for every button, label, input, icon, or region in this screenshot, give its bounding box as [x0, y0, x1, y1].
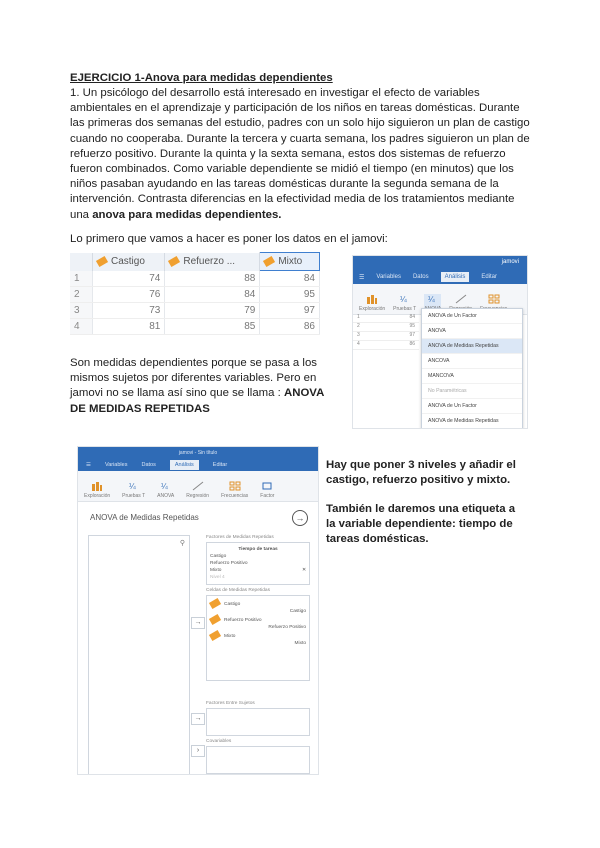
anova-dropdown-menu [421, 308, 523, 429]
ribbon-pruebas-t[interactable]: ¼ Pruebas T [393, 295, 417, 312]
menu-section-header: No Paramétricas [422, 384, 522, 399]
ribbon-exploracion[interactable]: Exploración [359, 294, 385, 312]
cells-box [206, 595, 310, 681]
cell-var[interactable]: Castigo [210, 600, 306, 607]
hamburger-icon[interactable]: ☰ [359, 274, 365, 281]
t-test-icon [399, 294, 411, 304]
cell-var[interactable]: Mixto [210, 632, 306, 639]
table-cell[interactable]: 84 [260, 271, 320, 287]
column-header-refuerzo[interactable]: Refuerzo ... [165, 253, 260, 271]
problem-bold-end: anova para medidas dependientes. [92, 208, 282, 221]
table-cell[interactable]: 84 [165, 287, 260, 303]
cell-var[interactable]: Refuerzo Positivo [210, 616, 306, 623]
ribbon-pruebas-t[interactable]: ¼ Pruebas T [122, 482, 146, 499]
app-titlebar [78, 447, 318, 459]
factor-icon [261, 481, 273, 491]
list-item: 4 86 [353, 341, 419, 350]
ruler-icon [96, 256, 108, 267]
menu-item[interactable]: ANCOVA [422, 354, 522, 369]
menu-item[interactable]: MANCOVA [422, 369, 522, 384]
menu-item[interactable]: ANOVA de Medidas Repetidas [422, 414, 522, 429]
row-index: 4 [70, 319, 93, 335]
cell-level: Castigo [289, 609, 306, 614]
level-field[interactable]: Refuerzo Positivo [210, 561, 248, 566]
svg-text:¼: ¼ [427, 295, 435, 304]
list-item: 1 84 [353, 314, 419, 323]
explanation-body: Son medidas dependientes porque se pasa a los mismos sujetos por diferentes variables. Pero en jamovi no se llama así sino que se llama : [70, 357, 317, 400]
regression-icon [455, 294, 467, 304]
table-row [70, 319, 320, 335]
app-title: jamovi - Sin título [178, 450, 218, 456]
table-row [70, 303, 320, 319]
row-index: 1 [70, 271, 93, 287]
ruler-icon [263, 256, 275, 267]
tab-editar[interactable]: Editar [481, 274, 498, 280]
tab-variables[interactable]: Variables [104, 462, 128, 468]
bar-chart-icon [366, 294, 378, 304]
menu-item[interactable]: ANOVA [422, 324, 522, 339]
move-covariates-button[interactable]: › [191, 745, 205, 757]
list-item: 3 97 [353, 332, 419, 341]
app-name: jamovi [501, 259, 519, 265]
table-cell[interactable]: 97 [260, 303, 320, 319]
menu-item[interactable]: ANOVA de Un Factor [422, 309, 522, 324]
t-test-icon [128, 481, 140, 491]
factors-label: Factores de Medidas Repetidas [206, 535, 274, 540]
ribbon-anova[interactable]: ¼ ANOVA [157, 482, 175, 499]
table-cell[interactable]: 95 [260, 287, 320, 303]
run-arrow-button[interactable]: → [292, 510, 308, 526]
ribbon-frecuencias[interactable]: Frecuencias [221, 481, 248, 499]
explanation-bold: ANOVA DE MEDIDAS REPETIDAS [70, 387, 324, 415]
move-between-button[interactable]: → [191, 713, 205, 725]
app-titlebar [353, 256, 527, 270]
panel-title: ANOVA de Medidas Repetidas [90, 513, 199, 522]
tab-variables[interactable]: Variables [376, 274, 401, 280]
tab-analisis[interactable]: Análisis [170, 460, 199, 470]
jamovi-rm-anova-screenshot [77, 446, 319, 775]
between-box[interactable] [206, 708, 310, 736]
note-label: También le daremos una etiqueta a la variable dependiente: tiempo de tareas domésticas. [326, 503, 516, 546]
covariates-label: Covariables [206, 739, 232, 744]
menu-item[interactable]: ANOVA de Un Factor [422, 399, 522, 414]
ruler-icon [209, 614, 221, 625]
new-level-field[interactable]: Nivel 4 [210, 575, 225, 580]
move-cells-button[interactable]: → [191, 617, 205, 629]
ruler-icon [209, 598, 221, 609]
tab-analisis[interactable]: Análisis [441, 272, 470, 282]
bar-chart-icon [91, 481, 103, 491]
rm-anova-config [206, 533, 310, 773]
between-label: Factores Entre Sujetos [206, 701, 255, 706]
menu-item-selected[interactable]: ANOVA de Medidas Repetidas [422, 339, 522, 354]
tab-datos[interactable]: Datos [141, 462, 156, 468]
explanation-text [70, 356, 340, 417]
problem-statement [70, 86, 530, 223]
table-cell[interactable]: 88 [165, 271, 260, 287]
table-cell[interactable]: 79 [165, 303, 260, 319]
hamburger-icon[interactable]: ☰ [86, 462, 91, 468]
ribbon-factor[interactable]: Factor [260, 481, 274, 499]
factor-name-field[interactable]: Tiempo de tareas [238, 547, 278, 552]
svg-text:¼: ¼ [399, 295, 407, 304]
row-index-header [70, 253, 93, 271]
ruler-icon [209, 630, 221, 641]
covariates-box[interactable] [206, 746, 310, 774]
level-field[interactable]: Castigo [210, 554, 227, 559]
ruler-icon [168, 256, 180, 267]
svg-text:¼: ¼ [160, 482, 168, 491]
table-cell[interactable]: 86 [260, 319, 320, 335]
row-index: 2 [70, 287, 93, 303]
svg-text:¼: ¼ [128, 482, 136, 491]
table-row [70, 287, 320, 303]
table-row [70, 271, 320, 287]
column-header-mixto[interactable]: Mixto [260, 253, 320, 271]
intro-text: Lo primero que vamos a hacer es poner los datos en el jamovi: [70, 233, 388, 245]
close-icon[interactable]: ✕ [301, 568, 306, 573]
factors-box [206, 542, 310, 585]
table-cell[interactable]: 74 [93, 271, 165, 287]
exercise-title: EJERCICIO 1-Anova para medidas dependientes [70, 72, 333, 84]
note-levels: Hay que poner 3 niveles y añadir el castigo, refuerzo positivo y mixto. [326, 459, 516, 487]
tab-editar[interactable]: Editar [212, 462, 228, 468]
anova-icon [160, 481, 172, 491]
table-cell[interactable]: 76 [93, 287, 165, 303]
table-cell[interactable]: 81 [93, 319, 165, 335]
tab-bar [353, 270, 527, 284]
cell-level: Mixto [294, 641, 306, 646]
tab-bar [78, 459, 318, 471]
tab-datos[interactable]: Datos [412, 274, 429, 280]
variable-list[interactable] [88, 535, 190, 775]
ribbon-regresion[interactable]: Regresión [186, 481, 209, 499]
search-icon[interactable]: ⚲ [179, 540, 185, 547]
grid-icon [229, 481, 241, 491]
jamovi-menu-screenshot [352, 255, 528, 429]
table-cell[interactable]: 73 [93, 303, 165, 319]
row-index: 3 [70, 303, 93, 319]
problem-text: 1. Un psicólogo del desarrollo está interesado en investigar el efecto de variables ambientales en el aprendizaje y participación de los niños en tareas domésticas. Durante las primeras dos semanas del estudio, padres con un solo hijo siguieron un plan de castigo cuando no cooperaba. Durante la tercera y cuarta semana, los padres siguieron un plan de refuerzo positivo. Durante la quinta y la sexta semana, estos dos sistemas de refuerzo fueron combinados. Como variable dependiente se midió el tiempo (en minutos) que los niños pasaban ayudando en las tareas domésticas durante la segunda semana de la intervención. Contrasta diferencias en la efectividad media de los tratamientos mediante una [70, 87, 530, 221]
ribbon-exploracion[interactable]: Exploración [84, 481, 110, 499]
level-field[interactable]: Mixto ✕ [210, 568, 306, 573]
column-header-castigo[interactable]: Castigo [93, 253, 165, 271]
data-table [70, 252, 320, 335]
grid-icon [488, 294, 500, 304]
analysis-ribbon [78, 471, 318, 502]
list-item: 2 95 [353, 323, 419, 332]
anova-icon [427, 294, 439, 304]
cells-label: Celdas de Medidas Repetidas [206, 588, 270, 593]
cell-level: Refuerzo Positivo [268, 625, 306, 630]
table-cell[interactable]: 85 [165, 319, 260, 335]
regression-icon [192, 481, 204, 491]
mini-data-rows [353, 314, 419, 350]
